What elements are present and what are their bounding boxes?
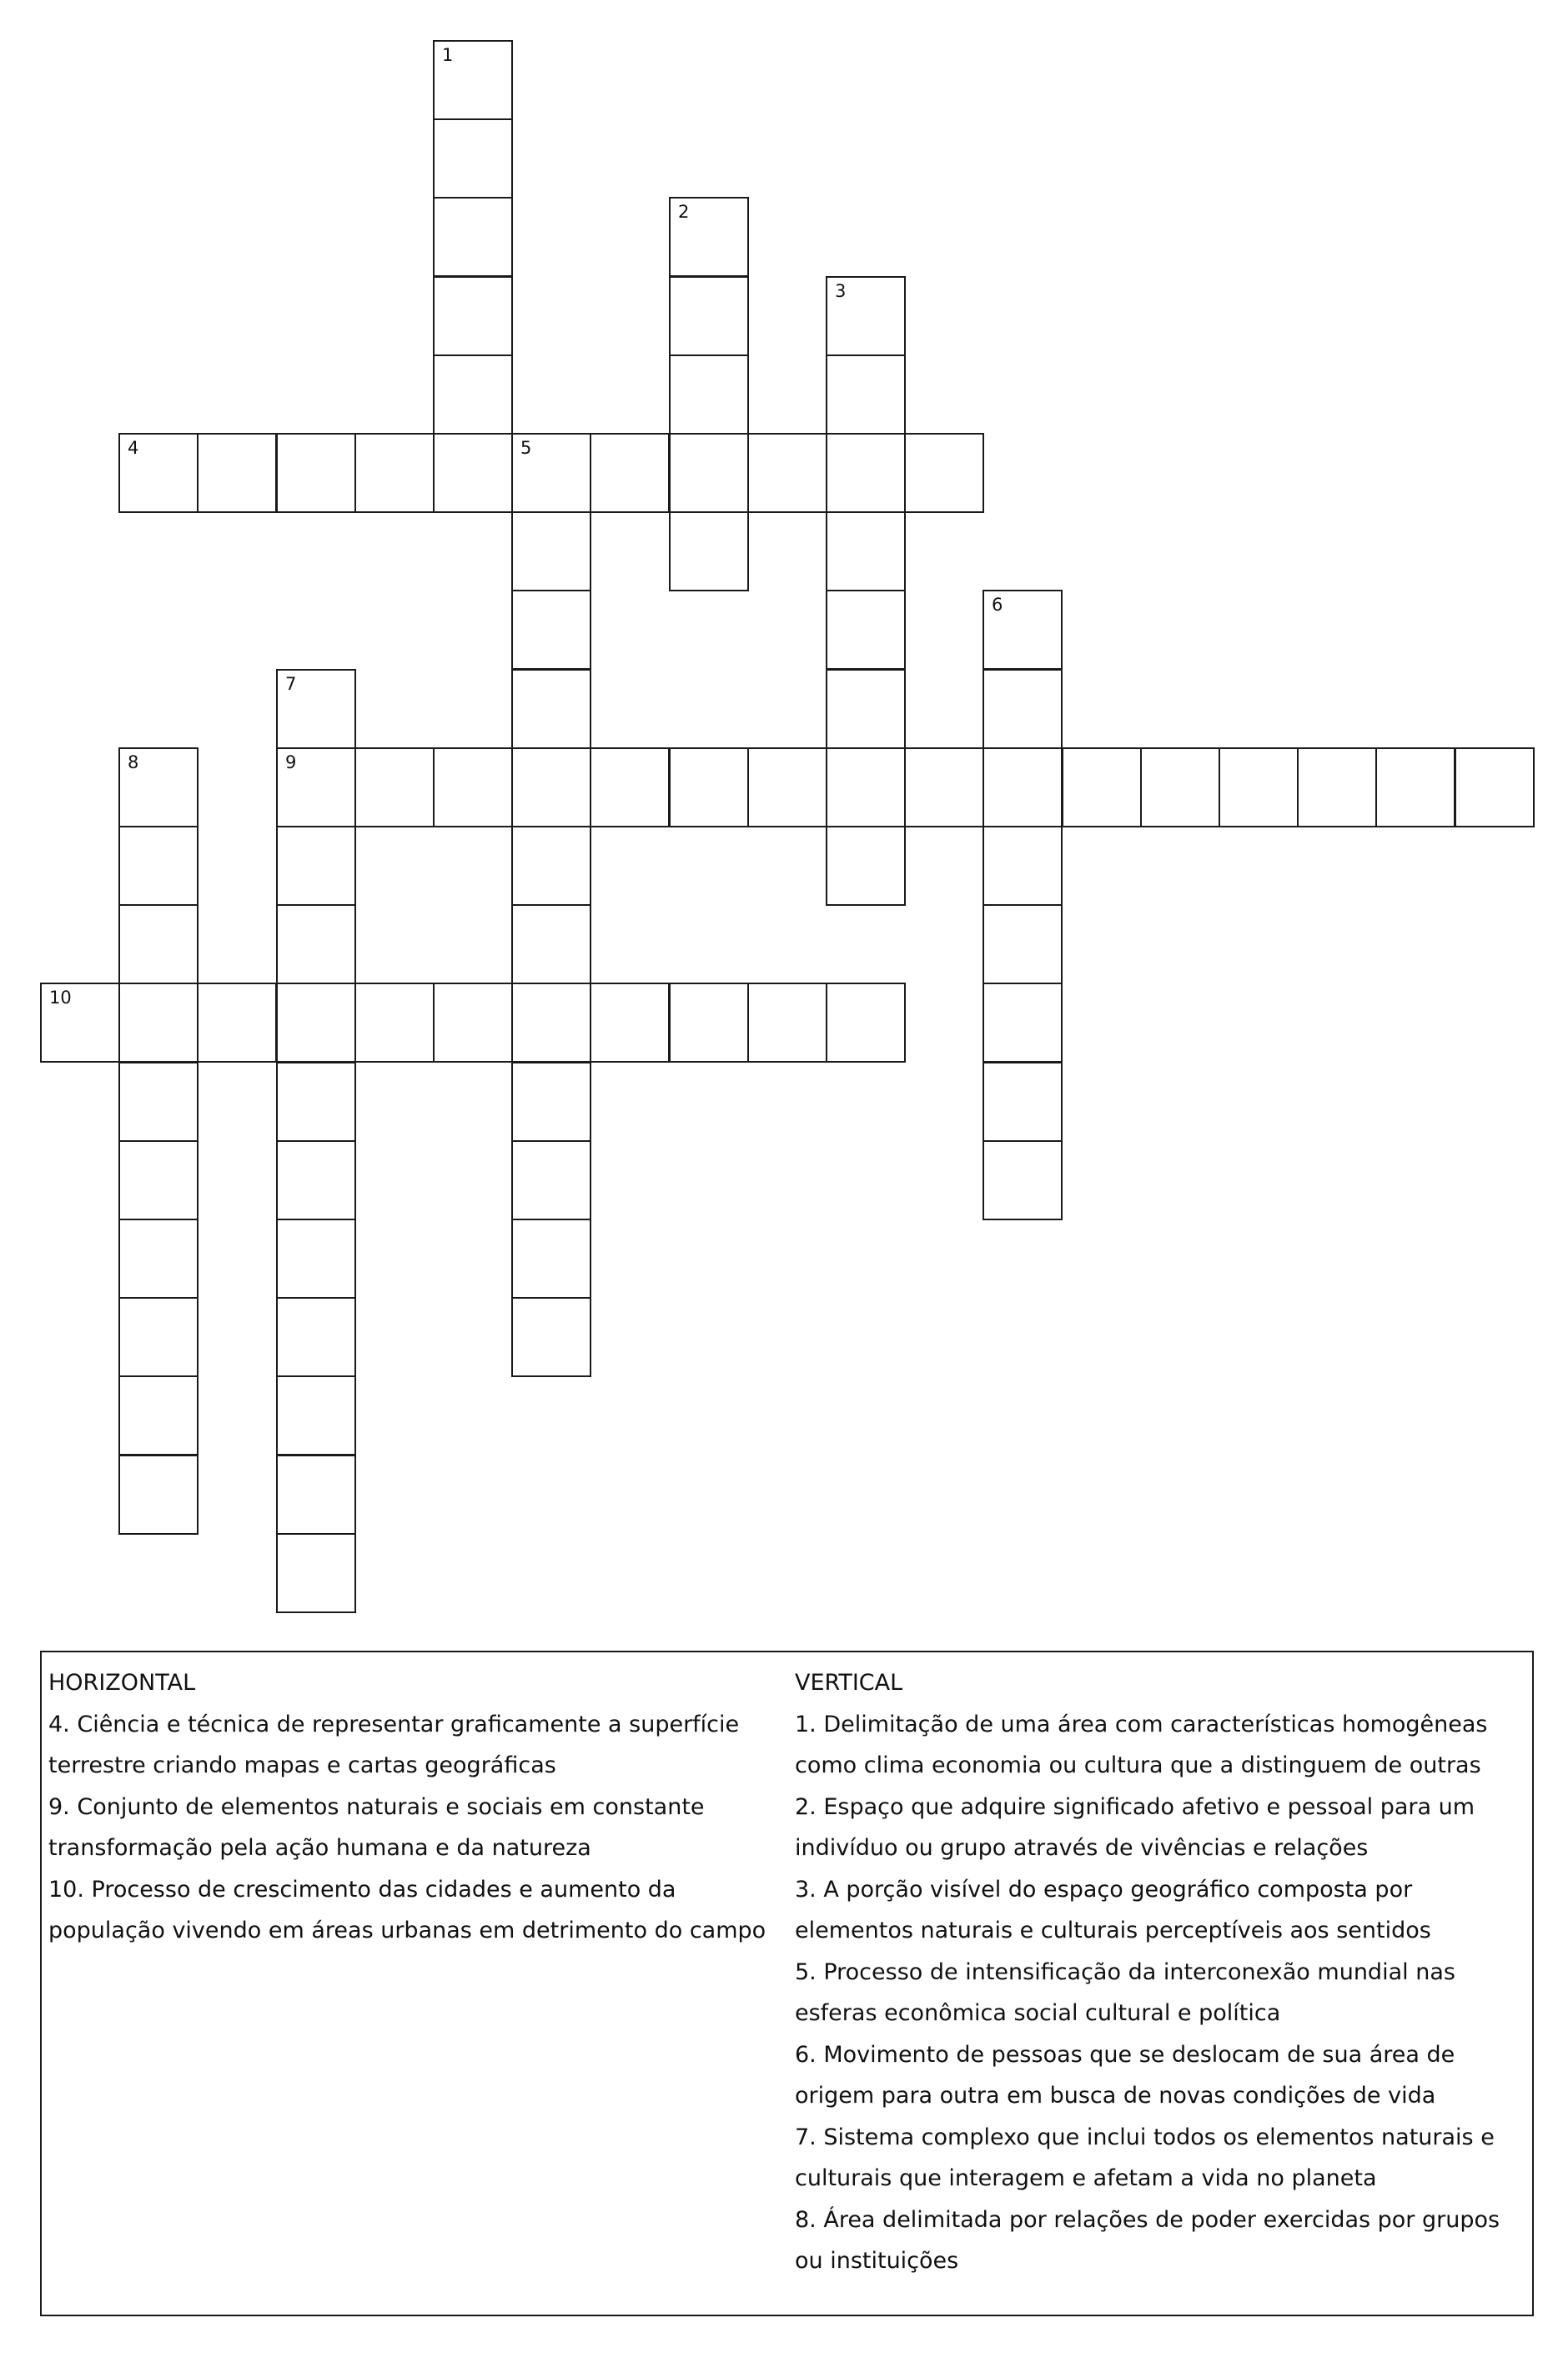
grid-cell[interactable]	[433, 118, 513, 199]
grid-cell[interactable]	[354, 433, 435, 513]
grid-cell[interactable]	[118, 1455, 199, 1535]
grid-cell[interactable]	[276, 904, 356, 984]
grid-cell[interactable]	[118, 1375, 199, 1456]
grid-cell[interactable]	[1375, 747, 1455, 827]
grid-cell[interactable]	[118, 1062, 199, 1142]
grid-cell[interactable]	[904, 747, 984, 827]
clue-number: 6	[992, 595, 1003, 615]
grid-cell[interactable]	[669, 433, 749, 513]
grid-cell[interactable]	[511, 433, 591, 513]
clue-across-4: 4. Ciência e técnica de representar graficamente a superfície terrestre criando mapas e cartas geográficas	[48, 1711, 740, 1778]
grid-cell[interactable]	[118, 747, 199, 827]
grid-cell[interactable]	[118, 1297, 199, 1377]
clue-number: 2	[678, 202, 690, 222]
grid-cell[interactable]	[1062, 747, 1142, 827]
grid-cell[interactable]	[511, 669, 591, 749]
grid-cell[interactable]	[276, 1062, 356, 1142]
grid-cell[interactable]	[118, 1140, 199, 1220]
grid-cell[interactable]	[983, 1140, 1063, 1220]
grid-cell[interactable]	[511, 1140, 591, 1220]
grid-cell[interactable]	[983, 904, 1063, 984]
grid-cell[interactable]	[433, 354, 513, 435]
grid-cell[interactable]	[826, 590, 906, 670]
clue-across-9: 9. Conjunto de elementos naturais e sociais em constante transformação pela ação humana e da natureza	[48, 1793, 705, 1861]
grid-cell[interactable]	[826, 826, 906, 906]
grid-cell[interactable]	[40, 983, 120, 1063]
grid-cell[interactable]	[983, 826, 1063, 906]
grid-cell[interactable]	[433, 40, 513, 120]
grid-cell[interactable]	[433, 197, 513, 277]
grid-cell[interactable]	[276, 983, 356, 1063]
grid-cell[interactable]	[511, 747, 591, 827]
horizontal-heading: HORIZONTAL	[48, 1670, 196, 1696]
vertical-clues	[795, 1662, 1529, 2282]
grid-cell[interactable]	[433, 747, 513, 827]
clue-number: 5	[520, 438, 532, 458]
grid-cell[interactable]	[354, 747, 435, 827]
clue-number: 9	[285, 752, 297, 772]
grid-cell[interactable]	[1297, 747, 1377, 827]
grid-cell[interactable]	[433, 276, 513, 356]
grid-cell[interactable]	[511, 511, 591, 591]
clue-down-7: 7. Sistema complexo que inclui todos os elementos naturais e culturais que interagem e afetam a vida no planeta	[795, 2124, 1495, 2191]
grid-cell[interactable]	[511, 1297, 591, 1377]
clue-number: 7	[285, 674, 297, 694]
clue-box	[40, 1651, 1534, 2316]
grid-cell[interactable]	[511, 904, 591, 984]
grid-cell[interactable]	[669, 747, 749, 827]
grid-cell[interactable]	[276, 1533, 356, 1613]
grid-cell[interactable]	[669, 511, 749, 591]
grid-cell[interactable]	[276, 1375, 356, 1456]
clue-down-2: 2. Espaço que adquire significado afetivo e pessoal para um indivíduo ou grupo através de vivências e relações	[795, 1793, 1475, 1861]
grid-cell[interactable]	[747, 983, 827, 1063]
clue-down-6: 6. Movimento de pessoas que se deslocam de sua área de origem para outra em busca de novas condições de vida	[795, 2041, 1455, 2109]
clue-down-3: 3. A porção visível do espaço geográfico composta por elementos naturais e culturais perceptíveis aos sentidos	[795, 1876, 1431, 1943]
grid-cell[interactable]	[276, 1455, 356, 1535]
grid-cell[interactable]	[511, 1219, 591, 1299]
grid-cell[interactable]	[904, 433, 984, 513]
grid-cell[interactable]	[669, 276, 749, 356]
grid-cell[interactable]	[276, 1219, 356, 1299]
grid-cell[interactable]	[1455, 747, 1535, 827]
grid-cell[interactable]	[118, 983, 199, 1063]
horizontal-clues	[48, 1662, 782, 1952]
clue-down-8: 8. Área delimitada por relações de poder exercidas por grupos ou instituições	[795, 2206, 1500, 2274]
grid-cell[interactable]	[590, 747, 670, 827]
grid-cell[interactable]	[826, 669, 906, 749]
grid-cell[interactable]	[983, 669, 1063, 749]
grid-cell[interactable]	[118, 1219, 199, 1299]
grid-cell[interactable]	[276, 1297, 356, 1377]
grid-cell[interactable]	[826, 433, 906, 513]
clue-down-1: 1. Delimitação de uma área com características homogêneas como clima economia ou cultura que a distinguem de outras	[795, 1711, 1488, 1778]
grid-cell[interactable]	[983, 590, 1063, 670]
grid-cell[interactable]	[669, 197, 749, 277]
grid-cell[interactable]	[276, 669, 356, 749]
clue-number: 8	[128, 752, 139, 772]
grid-cell[interactable]	[590, 983, 670, 1063]
grid-cell[interactable]	[354, 983, 435, 1063]
grid-cell[interactable]	[983, 983, 1063, 1063]
grid-cell[interactable]	[276, 1140, 356, 1220]
grid-cell[interactable]	[511, 983, 591, 1063]
grid-cell[interactable]	[118, 826, 199, 906]
vertical-heading: VERTICAL	[795, 1670, 903, 1696]
grid-cell[interactable]	[826, 983, 906, 1063]
grid-cell[interactable]	[1219, 747, 1299, 827]
clue-across-10: 10. Processo de crescimento das cidades e aumento da população vivendo em áreas urbanas em detrimento do campo	[48, 1876, 766, 1943]
grid-cell[interactable]	[669, 983, 749, 1063]
clue-number: 3	[835, 281, 847, 301]
grid-cell[interactable]	[826, 354, 906, 435]
grid-cell[interactable]	[669, 354, 749, 435]
clue-down-5: 5. Processo de intensificação da interconexão mundial nas esferas econômica social cultural e política	[795, 1958, 1455, 2026]
grid-cell[interactable]	[747, 433, 827, 513]
grid-cell[interactable]	[276, 826, 356, 906]
grid-cell[interactable]	[276, 747, 356, 827]
grid-cell[interactable]	[511, 1062, 591, 1142]
grid-cell[interactable]	[826, 276, 906, 356]
clue-number: 10	[49, 988, 72, 1008]
grid-cell[interactable]	[197, 983, 277, 1063]
grid-cell[interactable]	[511, 590, 591, 670]
clue-number: 4	[128, 438, 139, 458]
grid-cell[interactable]	[118, 904, 199, 984]
grid-cell[interactable]	[983, 1062, 1063, 1142]
grid-cell[interactable]	[433, 433, 513, 513]
grid-cell[interactable]	[826, 747, 906, 827]
grid-cell[interactable]	[590, 433, 670, 513]
clue-number: 1	[442, 45, 454, 65]
grid-cell[interactable]	[197, 433, 277, 513]
grid-cell[interactable]	[747, 747, 827, 827]
grid-cell[interactable]	[118, 433, 199, 513]
grid-cell[interactable]	[983, 747, 1063, 827]
grid-cell[interactable]	[826, 511, 906, 591]
grid-cell[interactable]	[1140, 747, 1220, 827]
grid-cell[interactable]	[511, 826, 591, 906]
grid-cell[interactable]	[276, 433, 356, 513]
grid-cell[interactable]	[433, 983, 513, 1063]
